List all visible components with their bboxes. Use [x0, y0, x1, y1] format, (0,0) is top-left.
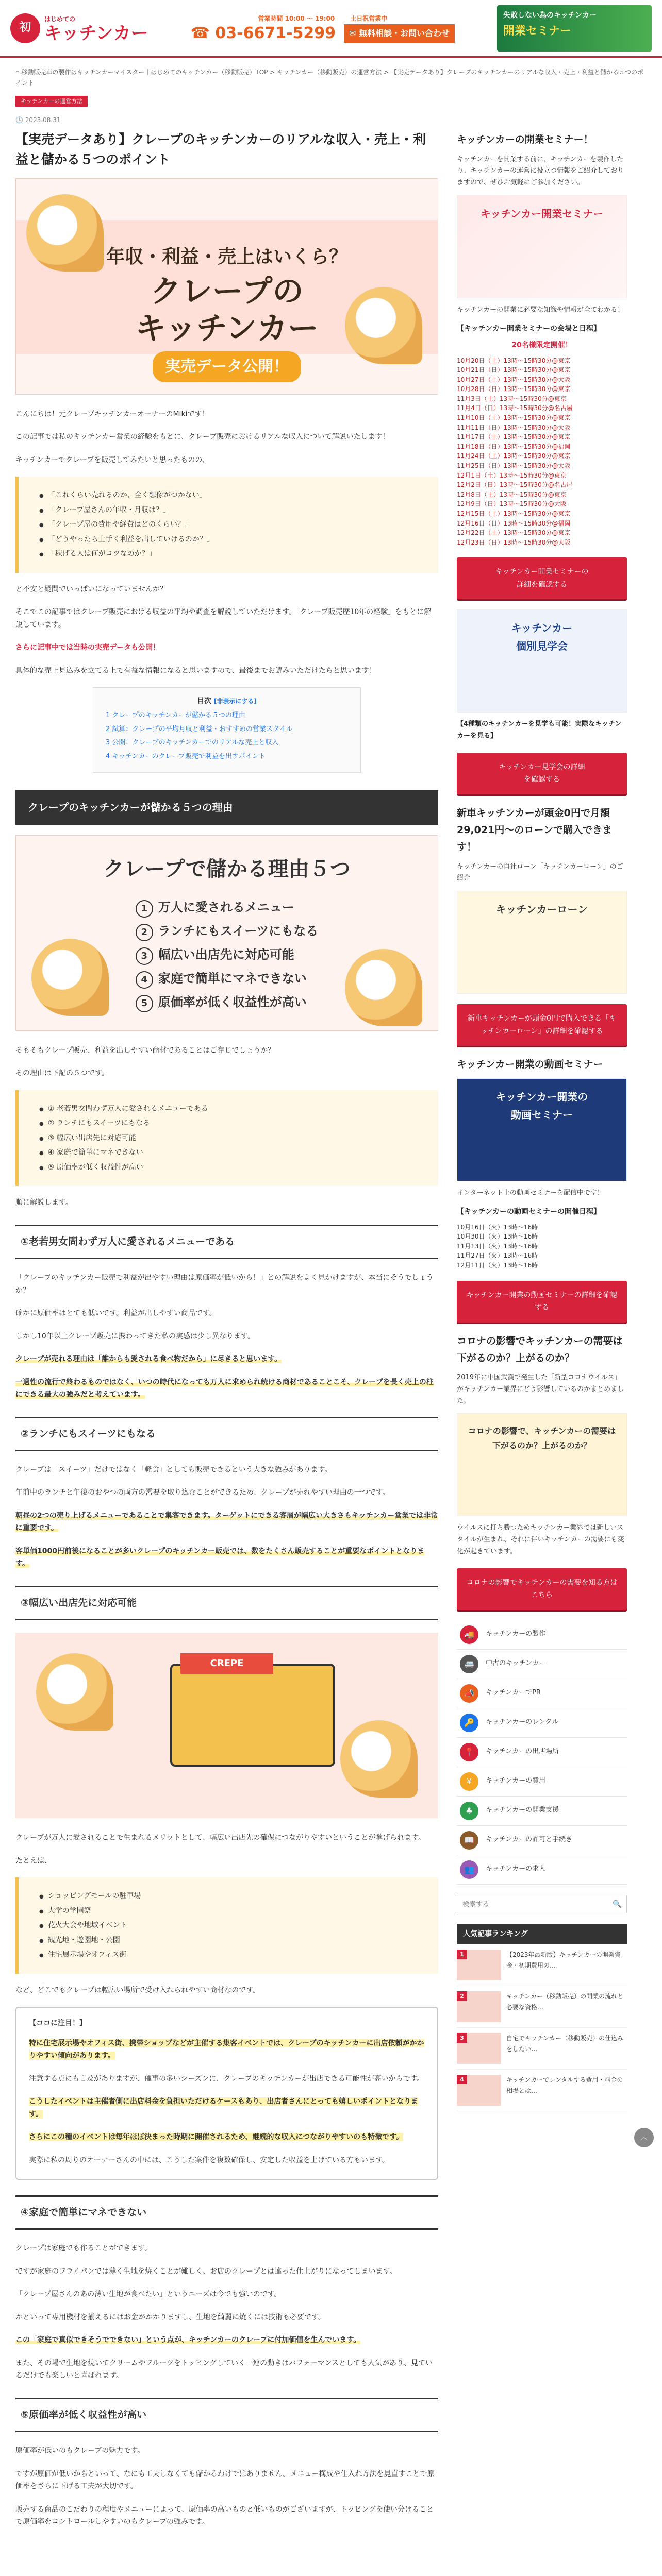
rental-icon: 🔑	[460, 1714, 478, 1732]
reason-item: 1 万人に愛されるメニュー	[136, 896, 319, 918]
breadcrumb[interactable]: ⌂ 移動販売車の製作はキッチンカーマイスター｜はじめてのキッチンカー（移動販売）TOP > キッチンカー（移動販売）の運営方法 > 【実売データあり】クレープのキッチンカーのリアルな収入・売上・利益と儲かる５つのポイント	[15, 69, 644, 87]
subsection-heading: ⑤原価率が低く収益性が高い	[15, 2398, 438, 2432]
paragraph: 順に解説します。	[15, 1198, 73, 1207]
subsection-heading: ④家庭で簡単にマネできない	[15, 2195, 438, 2230]
reasons-image-title: クレープで儲かる理由５つ	[103, 857, 351, 881]
post-date: 🕒 2023.08.31	[15, 116, 61, 124]
seminar-detail-button[interactable]: キッチンカー開業セミナーの 詳細を確認する	[457, 557, 627, 599]
reason-item: 5 原価率が低く収益性が高い	[136, 991, 319, 1013]
used-truck-icon: 🚐	[460, 1655, 478, 1673]
yen-icon: ¥	[460, 1772, 478, 1791]
paragraph: クレープは家庭でも作ることができます。	[15, 2244, 152, 2253]
sidebar-item-used[interactable]: 🚐 中古のキッチンカー	[457, 1650, 627, 1679]
paragraph: 午前中のランチと午後のおやつの両方の需要を取り込むことができるため、クレープが売れやすい理由の一つです。	[15, 1488, 390, 1497]
logo-sub: はじめての	[44, 15, 76, 23]
megaphone-icon: 📣	[460, 1684, 478, 1703]
intro-greeting: こんにちは！元クレープキッチンカーオーナーのMikiです！	[15, 410, 209, 418]
schedule-item: 10月27日（土）13時〜15時30分@大阪	[457, 376, 571, 383]
sidebar-heading: キッチンカーの開業セミナー！	[457, 134, 593, 146]
loan-detail-button[interactable]: 新車キッチンカーが頭金0円で購入できる「キッチンカーローン」の詳細を確認する	[457, 1004, 627, 1046]
intro-text: キッチンカーでクレープを販売してみたいと思ったものの、	[15, 455, 209, 464]
toc-link[interactable]: 1 クレープのキッチンカーが儲かる５つの理由	[106, 711, 245, 719]
eyecatch-subtitle: 年収・利益・売上はいくら？	[106, 246, 347, 267]
loan-image[interactable]: キッチンカーローン	[457, 891, 627, 994]
paragraph: その理由は下記の５つです。	[15, 1069, 109, 1078]
subsection-heading: ③幅広い出店先に対応可能	[15, 1586, 438, 1620]
paragraph: 「クレープ屋さんのあの薄い生地が食べたい」というニーズは今でも強いのです。	[15, 2290, 282, 2299]
list-item: ● 花火大会や地域イベント	[39, 1919, 418, 1932]
list-item: ● ② ランチにもスイーツにもなる	[39, 1117, 418, 1130]
schedule-item: 11月27日（火）13時〜16時	[457, 1252, 538, 1260]
search-icon[interactable]: 🔍	[613, 1900, 622, 1908]
table-of-contents	[93, 687, 361, 773]
ranking-item[interactable]: 1 【2023年最新版】キッチンカーの開業資金・初期費用の…	[457, 1944, 627, 1986]
ranking-item[interactable]: 2 キッチンカー（移動販売）の開業の流れと必要な資格…	[457, 1986, 627, 2028]
sidebar-text: キッチンカーの自社ローン「キッチンカーローン」のご紹介	[457, 862, 623, 883]
highlight-text: 特に住宅展示場やオフィス街、携帯ショップなどが主催する集客イベントでは、クレープのキッチンカーに出店依頼がかかりやすい傾向があります。	[29, 2039, 424, 2060]
schedule-item: 10月20日（土）13時〜15時30分@東京	[457, 357, 571, 364]
toc-link[interactable]: 4 キッチンカーのクレープ販売で利益を出すポイント	[106, 753, 266, 760]
list-item: ● ④ 家庭で簡単にマネできない	[39, 1146, 418, 1159]
reason-item: 4 家庭で簡単にマネできない	[136, 968, 319, 989]
logo-main: キッチンカー	[44, 23, 148, 44]
highlight-text: 客単価1000円前後になることが多いクレープのキッチンカー販売では、数をたくさん販売することが重要なポイントとなります。	[15, 1547, 425, 1568]
schedule-item: 11月11日（日）13時〜15時30分@大阪	[457, 423, 571, 431]
business-hours: 営業時間 10:00 ～ 19:00	[258, 15, 335, 22]
schedule-item: 12月16日（日）13時〜15時30分@福岡	[457, 519, 571, 527]
contact-button[interactable]: ✉ 無料相談・お問い合わせ	[344, 24, 455, 43]
paragraph: 販売する商品のこだわりの程度やメニューによって、原価率の高いものと低いものがございますが、トッピングを使い分けることで原価率をコントロールしやすいのもクレープの強みです。	[15, 2505, 434, 2526]
scroll-to-top-button[interactable]	[634, 2128, 654, 2147]
list-item: ● 「クレープ屋さんの年収・月収は？」	[39, 504, 418, 517]
phone-icon: ☎	[190, 24, 210, 42]
sidebar	[457, 111, 627, 2538]
sidebar-item-permit[interactable]: 📖 キッチンカーの許可と手続き	[457, 1826, 627, 1855]
highlight-text: クレープが売れる理由は「誰からも愛される食べ物だから」に尽きると思います。	[15, 1355, 282, 1363]
schedule-item: 12月22日（土）13時〜15時30分@東京	[457, 529, 571, 537]
schedule-item: 11月4日（日）13時〜15時30分@名古屋	[457, 404, 573, 412]
list-item: ● 大学の学園祭	[39, 1905, 418, 1918]
sidebar-item-support[interactable]: ♣ キッチンカーの開業支援	[457, 1797, 627, 1826]
eyecatch-badge: 実売データ公開！	[153, 351, 301, 383]
paragraph: 注意する点にも言及がありますが、催事の多いシーズンに、クレープのキッチンカーが出店できる可能性が高いからです。	[29, 2074, 424, 2083]
ranking-thumbnail: 1	[457, 1950, 501, 1980]
list-item: ● 「これくらい売れるのか、全く想像がつかない」	[39, 489, 418, 502]
toc-link[interactable]: 3 公開：クレープのキッチンカーでのリアルな売上と収入	[106, 739, 279, 747]
sidebar-item-location[interactable]: 📍 キッチンカーの出店場所	[457, 1738, 627, 1767]
toc-link[interactable]: 2 試算：クレープの平均月収と利益・おすすめの営業スタイル	[106, 725, 293, 733]
book-icon: 📖	[460, 1831, 478, 1850]
highlight-text: こうしたイベントは主催者側に出店料金を負担いただけるケースもあり、出店者さんにとっても嬉しいポイントとなります。	[29, 2097, 419, 2119]
sidebar-item-pr[interactable]: 📣 キッチンカーでPR	[457, 1679, 627, 1708]
list-item: ● 「クレープ屋の費用や経費はどのくらい？」	[39, 518, 418, 531]
reason-item: 2 ランチにもスイーツにもなる	[136, 920, 319, 942]
ranking-thumbnail: 4	[457, 2075, 501, 2106]
schedule-note: 20名様限定開催！	[511, 341, 572, 349]
video-schedule	[457, 1223, 627, 1270]
paragraph: また、その場で生地を焼いてクリームやフルーツをトッピングしていく一連の動きはパフォーマンスとしても人気があり、見ているだけでも楽しいと喜ばれます。	[15, 2359, 433, 2380]
schedule-item: 10月21日（日）13時〜15時30分@東京	[457, 366, 571, 374]
schedule-item: 12月23日（日）13時〜15時30分@大阪	[457, 538, 571, 546]
crepe-illustration	[31, 939, 109, 1016]
schedule-item: 11月13日（火）13時〜16時	[457, 1242, 538, 1250]
schedule-item: 10月28日（日）13時〜15時30分@東京	[457, 385, 571, 393]
point-box	[15, 2007, 438, 2180]
list-item: ● 住宅展示場やオフィス街	[39, 1948, 418, 1961]
banner-line2: 開業セミナー	[503, 25, 572, 38]
list-item: ● 「稼げる人は何がコツなのか？」	[39, 548, 418, 561]
sidebar-caption: キッチンカーの開業に必要な知識や情報が全てわかる！	[457, 306, 624, 314]
tour-caption: 【4種類のキッチンカーを見学も可能！実際なキッチンカーを見る】	[457, 720, 622, 740]
schedule-item: 12月9日（日）13時〜15時30分@大阪	[457, 500, 567, 508]
sidebar-text: キッチンカーを開業する前に、キッチンカーを製作したり、キッチンカーの運営に役立つ情報をご紹介しておりますので、ぜひお気軽にご参加ください。	[457, 155, 624, 187]
corona-image[interactable]: コロナの影響で、キッチンカーの需要は下がるのか？上がるのか？	[457, 1413, 627, 1516]
reasons-image	[15, 835, 438, 1031]
schedule-item: 11月3日（土）13時〜15時30分@東京	[457, 395, 567, 402]
crepe-illustration	[36, 1653, 113, 1731]
video-detail-button[interactable]: キッチンカー開業の動画セミナーの詳細を確認する	[457, 1281, 627, 1323]
schedule-item: 12月2日（日）13時〜15時30分@名古屋	[457, 481, 573, 489]
ranking-item[interactable]: 4 キッチンカーでレンタルする費用・料金の相場とは…	[457, 2070, 627, 2111]
sidebar-menu	[457, 1620, 627, 1885]
seminar-schedule	[457, 356, 627, 548]
sidebar-text: 2019年に中国武漢で発生した「新型コロナウイルス」がキッチンカー業界にどう影響しているのかまとめました。	[457, 1374, 624, 1405]
subsection-heading: ②ランチにもスイーツにもなる	[15, 1417, 438, 1451]
food-truck-illustration	[15, 1633, 438, 1818]
schedule-item: 12月15日（土）13時〜15時30分@東京	[457, 510, 571, 517]
schedule-item: 12月1日（土）13時〜15時30分@東京	[457, 471, 567, 479]
reasons-list-box	[15, 1090, 438, 1187]
highlight-text: 朝昼の2つの売り上げるメニューであることで集客できます。ターゲットにできる客層が幅広い大きさもキッチンカー営業では非常に重要です。	[15, 1511, 438, 1533]
sidebar-item-cost[interactable]: ¥ キッチンカーの費用	[457, 1767, 627, 1797]
venues-box	[15, 1877, 438, 1974]
site-logo[interactable]	[10, 13, 148, 43]
paragraph: クレープは「スイーツ」だけではなく「軽食」としても販売できるという大きな強みがあります。	[15, 1465, 332, 1474]
header-contact	[158, 13, 488, 43]
tour-detail-button[interactable]: キッチンカー見学会の詳細 を確認する	[457, 753, 627, 794]
tour-image[interactable]: キッチンカー 個別見学会	[457, 609, 627, 713]
schedule-item: 12月11日（火）13時〜16時	[457, 1262, 538, 1269]
header-seminar-banner[interactable]	[497, 5, 652, 52]
schedule-item: 10月30日（火）13時〜16時	[457, 1233, 538, 1241]
banner-line1: 失敗しない為のキッチンカー	[503, 11, 597, 20]
sidebar-text: ウイルスに打ち勝つためキッチンカー業界では新しいスタイルが生まれ、それに伴いキッチンカーの需要にも変化が起きています。	[457, 1524, 624, 1555]
list-item: ● ⑤ 原価率が低く収益性が高い	[39, 1161, 418, 1174]
schedule-heading: 【キッチンカー開業セミナーの会場と日程】	[457, 324, 601, 333]
paragraph: 確かに原価率はとても低いです。利益が出しやすい商品です。	[15, 1309, 217, 1317]
section-heading: クレープのキッチンカーが儲かる５つの理由	[15, 790, 438, 825]
sidebar-text: インターネット上の動画セミナーを配信中です！	[457, 1189, 604, 1197]
point-box-title: 【ココに注目！】	[29, 2019, 87, 2027]
paragraph: 「クレープのキッチンカー販売で利益が出やすい理由は原価率が低いから！」との解説をよく見かけますが、本当にそうでしょうか？	[15, 1274, 434, 1295]
paragraph: たとえば、	[15, 1856, 52, 1865]
ranking-item[interactable]: 3 自宅でキッチンカー（移動販売）の仕込みをしたい…	[457, 2028, 627, 2070]
paragraph: ですが家庭のフライパンでは薄く生地を焼くことが難しく、お店のクレープとは違った仕上がりになってしまいます。	[15, 2267, 397, 2276]
corona-detail-button[interactable]: コロナの影響でキッチンカーの需要を知る方はこちら	[457, 1568, 627, 1610]
people-icon: 👥	[460, 1860, 478, 1879]
worries-box	[15, 477, 438, 573]
reason-item: 3 幅広い出店先に対応可能	[136, 944, 319, 965]
list-item: ● ショッピングモールの駐車場	[39, 1890, 418, 1903]
paragraph: と不安と疑問でいっぱいになっていませんか？	[15, 585, 167, 594]
truck-icon: 🚚	[460, 1625, 478, 1644]
toc-title: 目次 [非表示にする]	[197, 697, 257, 706]
paragraph: クレープが万人に愛されることで生まれるメリットとして、幅広い出店先の確保につながりやすいということが挙げられます。	[15, 1834, 426, 1842]
paragraph: しかし10年以上クレープ販売に携わってきた私の実感は少し異なります。	[15, 1332, 255, 1341]
paragraph: 具体的な売上見込みを立てる上で有益な情報になると思いますので、最後までお読みいただけたらと思います！	[15, 666, 376, 675]
crepe-illustration	[340, 1720, 418, 1798]
chevron-up-icon: ︿	[640, 2133, 648, 2142]
schedule-item: 11月17日（土）13時〜15時30分@東京	[457, 433, 571, 441]
schedule-item: 10月16日（火）13時〜16時	[457, 1223, 538, 1231]
seminar-image[interactable]: キッチンカー開業セミナー	[457, 195, 627, 298]
paragraph: 実際に私の周りのオーナーさんの中には、こうした案件を複数確保し、安定した収益を上げている方もいます。	[29, 2156, 389, 2164]
paragraph: 原価率が低いのもクレープの魅力です。	[15, 2447, 145, 2455]
schedule-item: 11月25日（日）13時〜15時30分@大阪	[457, 462, 571, 470]
site-header	[0, 0, 662, 58]
truck-sign: CREPE	[180, 1653, 273, 1674]
schedule-item: 12月8日（土）13時〜15時30分@東京	[457, 490, 567, 498]
eyecatch-title: クレープの キッチンカー	[135, 273, 319, 347]
phone-number[interactable]: ☎ 03-6671-5299	[190, 24, 336, 42]
crepe-illustration	[345, 949, 422, 1026]
list-item: ● ① 老若男女問わず万人に愛されるメニューである	[39, 1103, 418, 1115]
mail-icon: ✉	[349, 28, 356, 38]
article-title: 【実売データあり】クレープのキッチンカーのリアルな収入・売上・利益と儲かる５つのポイント	[15, 132, 426, 167]
logo-mark-icon: 初	[10, 13, 40, 43]
ranking-thumbnail: 2	[457, 1991, 501, 2022]
toc-toggle[interactable]: [非表示にする]	[213, 698, 257, 705]
paragraph: かといって専用機材を揃えるにはお金がかかりますし、生地を綺麗に焼くには技術も必要です。	[15, 2313, 325, 2321]
highlight-text: 一過性の流行で終わるものではなく、いつの時代になっても万人に求められ続ける商材であることこそ、クレープを長く売上の柱にできる最大の強みだと考えています。	[15, 1378, 434, 1399]
list-item: ● 「どうやったら上手く利益を出していけるのか？」	[39, 533, 418, 546]
ranking-title: 人気記事ランキング	[457, 1924, 627, 1945]
holiday-info: 土日祝営業中	[350, 15, 388, 22]
highlight-text: さらに記事中では当時の実売データも公開！	[15, 643, 160, 652]
paragraph: など、どこでもクレープは幅広い場所で受け入れられやすい商材なのです。	[15, 1986, 260, 1994]
intro-text: この記事では私のキッチンカー営業の経験をもとに、クレープ販売におけるリアルな収入について解説いたします！	[15, 433, 390, 442]
eyecatch-image	[15, 178, 438, 395]
schedule-item: 11月10日（土）13時〜15時30分@東京	[457, 414, 571, 422]
sidebar-heading: キッチンカー開業の動画セミナー	[457, 1059, 603, 1071]
sidebar-item-rental[interactable]: 🔑 キッチンカーのレンタル	[457, 1708, 627, 1738]
paragraph: そこでこの記事ではクレープ販売における収益の平均や調査を解説していただけます。「クレープ販売歴10年の経験」をもとに解説しています。	[15, 608, 432, 629]
category-badge[interactable]: キッチンカーの運営方法	[15, 96, 88, 107]
ranking-thumbnail: 3	[457, 2033, 501, 2064]
clock-icon: 🕒	[15, 116, 23, 124]
schedule-item: 11月18日（日）13時〜15時30分@福岡	[457, 443, 571, 450]
clover-icon: ♣	[460, 1802, 478, 1820]
pin-icon: 📍	[460, 1743, 478, 1761]
video-seminar-image[interactable]: キッチンカー開業の 動画セミナー	[457, 1078, 627, 1181]
highlight-text: さらにこの種のイベントは毎年ほぼ決まった時期に開催されるため、継続的な収入につながりやすいのも特徴です。	[29, 2133, 404, 2141]
search-input[interactable]	[457, 1895, 608, 1913]
highlight-text: この「家庭で真似できそうでできない」という点が、キッチンカーのクレープに付加価値を生んでいます。	[15, 2336, 361, 2345]
sidebar-item-production[interactable]: 🚚 キッチンカーの製作	[457, 1620, 627, 1650]
paragraph: そもそもクレープ販売、利益を出しやすい商材であることはご存じでしょうか？	[15, 1046, 275, 1055]
paragraph: ですが原価が低いからといって、なにも工夫しなくても儲かるわけではありません。メニュー構成や仕入れ方法を見直すことで原価率をさらに下げる工夫が大切です。	[15, 2469, 435, 2490]
sidebar-heading: コロナの影響でキッチンカーの需要は下がるのか？上がるのか？	[457, 1335, 623, 1364]
schedule-item: 11月24日（土）13時〜15時30分@東京	[457, 452, 571, 460]
list-item: ● 観光地・遊園地・公園	[39, 1934, 418, 1947]
sidebar-heading: 新車キッチンカーが頭金0円で月額29,021円〜のローンで購入できます！	[457, 807, 612, 853]
subsection-heading: ①老若男女問わず万人に愛されるメニューである	[15, 1225, 438, 1259]
list-item: ● ③ 幅広い出店先に対応可能	[39, 1132, 418, 1145]
video-schedule-heading: 【キッチンカーの動画セミナーの開催日程】	[457, 1208, 601, 1216]
sidebar-item-jobs[interactable]: 👥 キッチンカーの求人	[457, 1855, 627, 1885]
article	[15, 111, 438, 2538]
search-form	[457, 1895, 627, 1913]
